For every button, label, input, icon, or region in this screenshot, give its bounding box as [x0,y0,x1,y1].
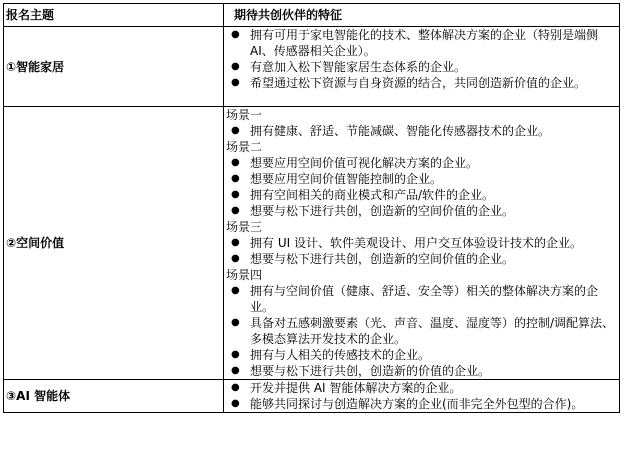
list-item: ● 想要与松下进行共创，创造新的空间价值的企业。 [226,251,615,267]
topic-cell: ①智能家居 [4,27,224,107]
list-item: ● 想要与松下进行共创，创造新的价值的企业。 [226,363,615,379]
scene-title: 场景三 [226,220,263,234]
scene-title: 场景一 [226,108,263,122]
list-item: ● 能够共同探讨与创造解决方案的企业(而非完全外包型的合作)。 [226,396,615,412]
list-item: ● 想要与松下进行共创，创造新的空间价值的企业。 [226,203,615,219]
header-features: 期待共创伙伴的特征 [224,4,620,27]
feature-table [3,3,620,413]
list-item: ● 拥有与人相关的传感技术的企业。 [226,347,615,363]
list-item: ● 拥有健康、舒适、节能减碳、智能化传感器技术的企业。 [226,123,615,139]
table-header-row [4,4,620,27]
list-item: ● 具备对五感刺激要素（光、声音、温度、湿度等）的控制/调配算法、多模态算法开发技术的企业。 [226,315,615,347]
list-item: ● 开发并提供 AI 智能体解决方案的企业。 [226,380,615,396]
list-item: ● 希望通过松下资源与自身资源的结合，共同创造新价值的企业。 [226,75,615,91]
features-cell [224,107,620,380]
list-item: ● 拥有空间相关的商业模式和产品/软件的企业。 [226,187,615,203]
header-topic: 报名主题 [4,4,224,27]
topic-cell: ③AI 智能体 [4,380,224,413]
list-item: ● 想要应用空间价值智能控制的企业。 [226,171,615,187]
list-item: ● 有意加入松下智能家居生态体系的企业。 [226,59,615,75]
list-item: ● 拥有可用于家电智能化的技术、整体解决方案的企业（特别是端侧 AI、传感器相关企业）。 [226,27,615,59]
features-cell [224,380,620,413]
table-row [4,380,620,413]
table-row [4,107,620,380]
features-cell [224,27,620,107]
list-item: ● 想要应用空间价值可视化解决方案的企业。 [226,155,615,171]
topic-cell: ②空间价值 [4,107,224,380]
table-row [4,27,620,107]
scene-title: 场景四 [226,268,263,282]
scene-title: 场景二 [226,140,263,154]
list-item: ● 拥有 UI 设计、软件美观设计、用户交互体验设计技术的企业。 [226,235,615,251]
list-item: ● 拥有与空间价值（健康、舒适、安全等）相关的整体解决方案的企业。 [226,283,615,315]
